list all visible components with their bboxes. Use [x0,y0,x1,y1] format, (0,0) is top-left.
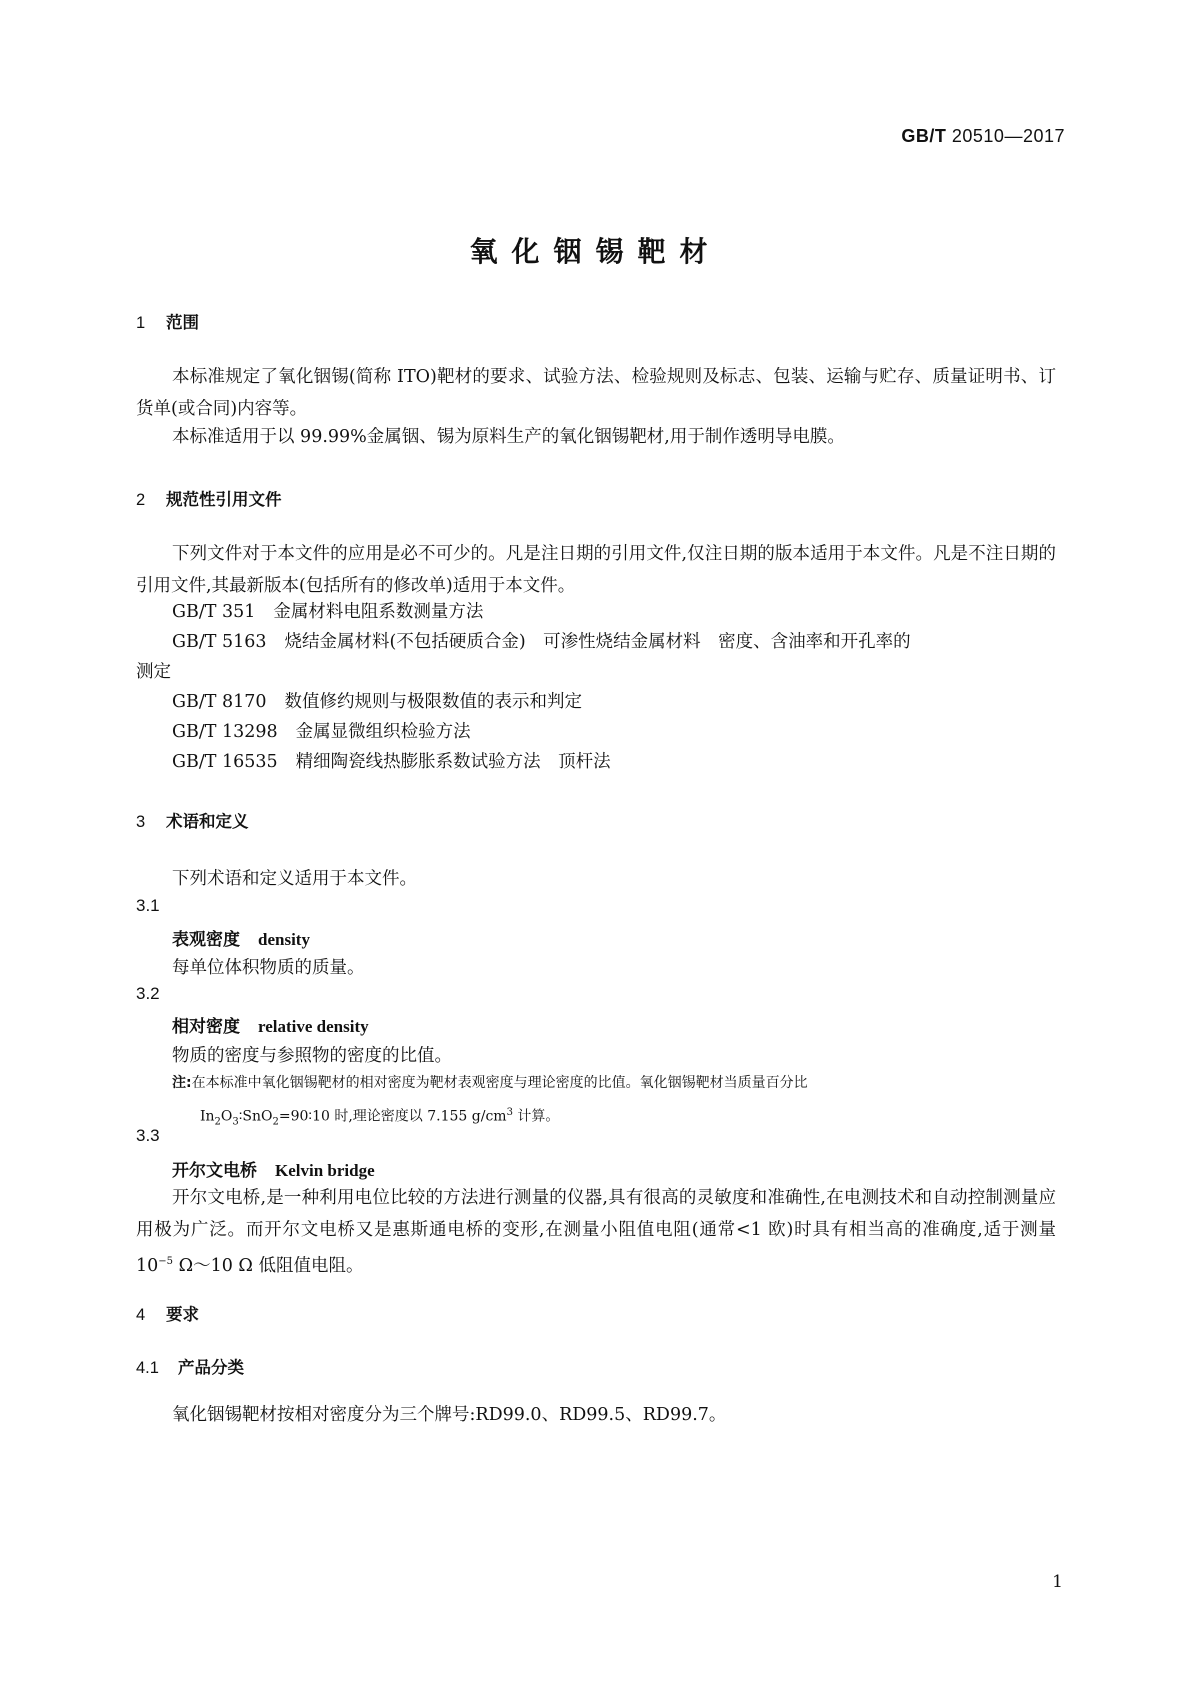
definition-kelvin-bridge: 开尔文电桥,是一种利用电位比较的方法进行测量的仪器,具有很高的灵敏度和准确性,在电测技术和自动控制测量应用极为广泛。而开尔文电桥又是惠斯通电桥的变形,在测量小阻值电阻(通常<1 欧)时具有相当高的准确度,适于测量 $10^{-5}$ Ω～10 Ω 低阻值电阻。 [136,1188,1056,1276]
section-4-1-heading: 4.1 产品分类 [136,1358,244,1377]
section-4-heading: 4 要求 [136,1305,199,1324]
reference-item: GB/T 16535 精细陶瓷线热膨胀系数试验方法 顶杆法 [172,752,611,772]
term-kelvin-bridge: 开尔文电桥 Kelvin bridge [172,1161,375,1181]
clause-number-3-2: 3.2 [136,984,160,1003]
definition-density: 每单位体积物质的质量。 [172,958,365,978]
section-3-intro: 下列术语和定义适用于本文件。 [172,869,417,889]
section-4-1-paragraph: 氧化铟锡靶材按相对密度分为三个牌号:RD99.0、RD99.5、RD99.7。 [172,1405,727,1425]
page-number: 1 [1052,1572,1063,1592]
note-relative-density: 注:在本标准中氧化铟锡靶材的相对密度为靶材表观密度与理论密度的比值。氧化铟锡靶材当质量百分比 $In_2O_3∶SnO_2=90∶10$ 时,理论密度以 7.155 $g/cm^3$ 计算。 [172,1075,808,1128]
reference-item-continuation: 测定 [136,662,171,682]
definition-relative-density: 物质的密度与参照物的密度的比值。 [172,1046,452,1066]
document-title: 氧化铟锡靶材 [469,235,722,268]
section-1-paragraph-1: 本标准规定了氧化铟锡(简称 ITO)靶材的要求、试验方法、检验规则及标志、包装、运输与贮存、质量证明书、订货单(或合同)内容等。 [136,367,1056,419]
reference-item: GB/T 13298 金属显微组织检验方法 [172,722,471,742]
term-relative-density: 相对密度 relative density [172,1017,369,1037]
reference-item: GB/T 351 金属材料电阻系数测量方法 [172,602,484,622]
clause-number-3-3: 3.3 [136,1126,160,1145]
reference-item: GB/T 8170 数值修约规则与极限数值的表示和判定 [172,692,583,712]
standard-number: GB/T 20510—2017 [901,126,1065,146]
reference-item: GB/T 5163 烧结金属材料(不包括硬质合金) 可渗性烧结金属材料 密度、含油率和开孔率的 [172,632,911,652]
section-3-heading: 3 术语和定义 [136,812,249,831]
term-density: 表观密度 density [172,930,310,950]
section-2-paragraph: 下列文件对于本文件的应用是必不可少的。凡是注日期的引用文件,仅注日期的版本适用于本文件。凡是不注日期的引用文件,其最新版本(包括所有的修改单)适用于本文件。 [136,544,1056,596]
section-1-paragraph-2: 本标准适用于以 99.99%金属铟、锡为原料生产的氧化铟锡靶材,用于制作透明导电膜。 [172,427,845,447]
section-1-heading: 1 范围 [136,313,199,332]
section-2-heading: 2 规范性引用文件 [136,490,282,509]
clause-number-3-1: 3.1 [136,896,160,915]
